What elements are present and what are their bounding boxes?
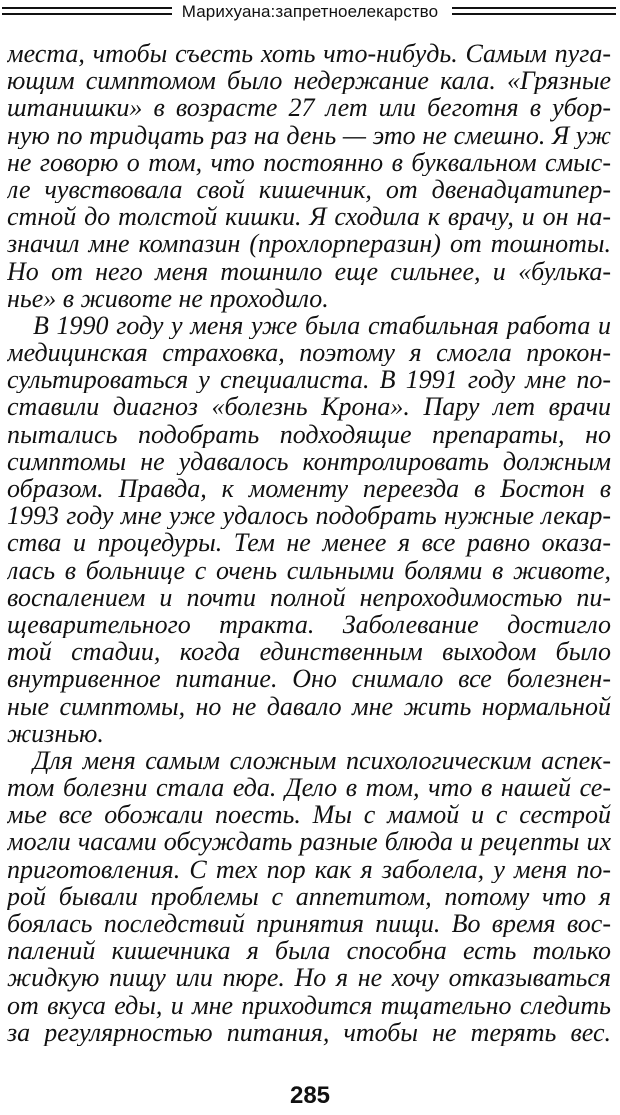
text-line: мье все обожали поесть. Мы с мамой и с сестрой: [7, 801, 611, 829]
text-line: ства и процедуры. Тем не менее я все равно оказа-: [7, 529, 611, 557]
running-title: [0, 2, 620, 22]
text-line: жизнью.: [7, 718, 104, 748]
text-line: ющим симптомом было недержание кала. «Грязные: [7, 67, 611, 95]
text-line: не говорю о том, что постоянно в буквальном смыс-: [7, 148, 611, 176]
text-line: том болезни стала еда. Дело в том, что в нашей се-: [7, 774, 611, 802]
text-line: рой бывали проблемы с аппетитом, потому что я: [7, 882, 611, 910]
text-line: 1993 году мне уже удалось подобрать нужные лекар-: [7, 502, 611, 530]
text-line: внутривенное питание. Оно снимало все болезнен-: [7, 665, 611, 693]
text-line: той стадии, когда единственным выходом было: [7, 638, 611, 666]
text-line: сультироваться у специалиста. В 1991 году мне по-: [7, 366, 611, 394]
text-line: стной до толстой кишки. Я сходила к врачу, и он на-: [7, 203, 611, 231]
text-line: пытались подобрать подходящие препараты, но: [7, 420, 611, 448]
text-line: Но от него меня тошнило еще сильнее, и «булька-: [7, 257, 611, 285]
text-line: за регулярностью питания, чтобы не терять вес.: [7, 1018, 611, 1046]
text-line: В 1990 году у меня уже была стабильная работа и: [33, 311, 611, 340]
text-line: могли часами обсуждать разные блюда и рецепты их: [7, 828, 611, 856]
page-number: 285: [289, 1082, 331, 1109]
text-line: воспалением и почти полной непроходимостью пи-: [7, 583, 611, 611]
text-line: симптомы не удавалось контролировать должным: [7, 447, 611, 475]
text-line: ные симптомы, но не давало мне жить нормальной: [7, 692, 611, 720]
running-header: [0, 0, 620, 30]
text-line: нье» в животе не проходило.: [7, 283, 329, 313]
text-line: медицинская страховка, поэтому я смогла прокон-: [7, 339, 611, 367]
body-text: [7, 40, 611, 1046]
text-line: образом. Правда, к моменту переезда в Бостон в: [7, 475, 611, 503]
text-line: лась в больнице с очень сильными болями в животе,: [7, 556, 611, 584]
text-line: щеварительного тракта. Заболевание достигло: [7, 610, 611, 639]
text-line: жидкую пищу или пюре. Но я не хочу отказываться: [7, 964, 611, 992]
text-line: боялась последствий принятия пищи. Во время вос-: [7, 910, 611, 938]
text-line: штанишки» в возрасте 27 лет или беготня в убор-: [7, 94, 611, 122]
text-line: палений кишечника я была способна есть только: [7, 937, 611, 965]
text-line: Для меня самым сложным психологическим аспек-: [33, 746, 611, 775]
text-line: от вкуса еды, и мне приходится тщательно следить: [7, 991, 611, 1019]
text-line: ле чувствовала свой кишечник, от двенадцатипер-: [7, 175, 611, 204]
text-line: ную по тридцать раз на день — это не смешно. Я уж: [7, 121, 611, 149]
text-line: места, чтобы съесть хоть что-нибудь. Самым пуга-: [7, 40, 611, 68]
text-line: значил мне компазин (прохлорперазин) от тошноты.: [7, 230, 611, 258]
text-line: приготовления. С тех пор как я заболела, у меня по-: [7, 855, 611, 883]
text-line: ставили диагноз «болезнь Крона». Пару лет врачи: [7, 393, 611, 421]
running-title-text: Марихуана:запретноелекарство: [176, 2, 444, 21]
